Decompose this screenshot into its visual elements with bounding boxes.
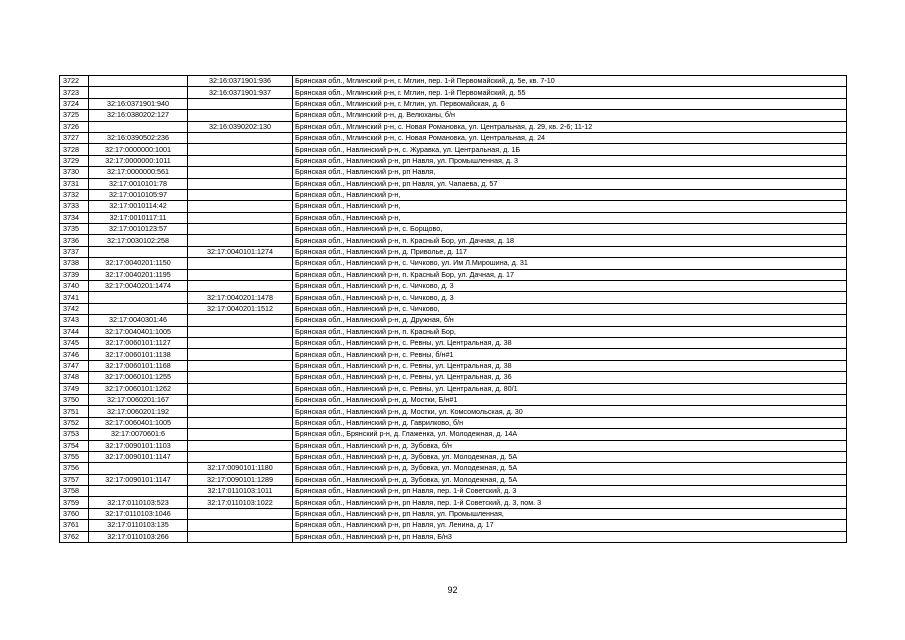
table-row [60, 76, 847, 87]
related-cadastral-number-cell: 32:17:0040201:1478 [188, 292, 293, 303]
row-number-cell: 3760 [60, 508, 89, 519]
related-cadastral-number-cell [188, 372, 293, 383]
row-number-cell: 3733 [60, 201, 89, 212]
related-cadastral-number-cell [188, 110, 293, 121]
row-number-cell: 3728 [60, 144, 89, 155]
cadastral-number-cell: 32:17:0010101:78 [89, 178, 188, 189]
table-row [60, 394, 847, 405]
related-cadastral-number-cell: 32:17:0040201:1512 [188, 303, 293, 314]
row-number-cell: 3726 [60, 121, 89, 132]
related-cadastral-number-cell: 32:16:0371901:936 [188, 76, 293, 87]
table-row [60, 258, 847, 269]
address-cell: Брянская обл., Навлинский р-н, д. Мостки, ул. Комсомольская, д. 30 [293, 406, 847, 417]
address-cell: Брянская обл., Навлинский р-н, рп Навля, пер. 1-й Советский, д. 3 [293, 486, 847, 497]
cadastral-number-cell: 32:17:0090101:1103 [89, 440, 188, 451]
cadastral-number-cell: 32:17:0000000:561 [89, 167, 188, 178]
cadastral-number-cell: 32:16:0371901:940 [89, 98, 188, 109]
table-row [60, 224, 847, 235]
table-row [60, 315, 847, 326]
cadastral-number-cell: 32:17:0110103:266 [89, 531, 188, 542]
table-row [60, 87, 847, 98]
cadastral-number-cell: 32:17:0060201:167 [89, 394, 188, 405]
cadastral-number-cell: 32:17:0060101:1127 [89, 337, 188, 348]
table-row [60, 132, 847, 143]
cadastral-number-cell [89, 87, 188, 98]
cadastral-number-cell: 32:17:0040201:1150 [89, 258, 188, 269]
address-cell: Брянская обл., Навлинский р-н, с. Ревны, ул. Центральная, д. 38 [293, 360, 847, 371]
row-number-cell: 3757 [60, 474, 89, 485]
address-cell: Брянская обл., Навлинский р-н, рп Навля, пер. 1-й Советский, д. 3, пом. 3 [293, 497, 847, 508]
address-cell: Брянская обл., Навлинский р-н, с. Журавка, ул. Центральная, д. 1Б [293, 144, 847, 155]
row-number-cell: 3730 [60, 167, 89, 178]
cadastral-number-cell: 32:17:0060401:1005 [89, 417, 188, 428]
table-row [60, 474, 847, 485]
related-cadastral-number-cell [188, 235, 293, 246]
cadastral-number-cell: 32:16:0390502:236 [89, 132, 188, 143]
cadastral-number-cell [89, 246, 188, 257]
related-cadastral-number-cell [188, 98, 293, 109]
row-number-cell: 3758 [60, 486, 89, 497]
cadastral-number-cell: 32:17:0000000:1001 [89, 144, 188, 155]
address-cell: Брянская обл., Навлинский р-н, с. Борщово, [293, 224, 847, 235]
cadastral-number-cell [89, 76, 188, 87]
related-cadastral-number-cell [188, 315, 293, 326]
address-cell: Брянская обл., Навлинский р-н, д. Привольe, д. 117 [293, 246, 847, 257]
address-cell: Брянская обл., Навлинский р-н, с. Чичково, ул. Им Л.Мирошина, д. 31 [293, 258, 847, 269]
cadastral-number-cell: 32:17:0040201:1195 [89, 269, 188, 280]
address-cell: Брянская обл., Мглинский р-н, с. Новая Романовка, ул. Центральная, д. 29, кв. 2-6; 11-12 [293, 121, 847, 132]
address-cell: Брянская обл., Навлинский р-н, рп Навля, ул. Ленина, д. 17 [293, 520, 847, 531]
table-row [60, 531, 847, 542]
related-cadastral-number-cell [188, 258, 293, 269]
cadastral-number-cell: 32:17:0010105:97 [89, 189, 188, 200]
row-number-cell: 3745 [60, 337, 89, 348]
related-cadastral-number-cell [188, 531, 293, 542]
address-cell: Брянская обл., Навлинский р-н, с. Чичково, [293, 303, 847, 314]
address-cell: Брянская обл., Навлинский р-н, [293, 201, 847, 212]
registry-table-body [60, 76, 847, 543]
related-cadastral-number-cell [188, 212, 293, 223]
table-row [60, 110, 847, 121]
table-row [60, 349, 847, 360]
row-number-cell: 3750 [60, 394, 89, 405]
address-cell: Брянская обл., Навлинский р-н, [293, 189, 847, 200]
related-cadastral-number-cell [188, 337, 293, 348]
related-cadastral-number-cell [188, 269, 293, 280]
related-cadastral-number-cell [188, 132, 293, 143]
table-row [60, 269, 847, 280]
cadastral-number-cell: 32:17:0010123:57 [89, 224, 188, 235]
row-number-cell: 3722 [60, 76, 89, 87]
table-row [60, 303, 847, 314]
address-cell: Брянская обл., Навлинский р-н, д. Мостки, Б/н#1 [293, 394, 847, 405]
address-cell: Брянская обл., Навлинский р-н, с. Чичково, д. 3 [293, 292, 847, 303]
table-row [60, 212, 847, 223]
table-row [60, 201, 847, 212]
table-row [60, 178, 847, 189]
cadastral-number-cell: 32:17:0110103:1046 [89, 508, 188, 519]
row-number-cell: 3748 [60, 372, 89, 383]
row-number-cell: 3753 [60, 429, 89, 440]
table-row [60, 144, 847, 155]
address-cell: Брянская обл., Навлинский р-н, рп Навля, ул. Промышленная, д. 3 [293, 155, 847, 166]
related-cadastral-number-cell [188, 417, 293, 428]
related-cadastral-number-cell [188, 383, 293, 394]
related-cadastral-number-cell: 32:17:0110103:1011 [188, 486, 293, 497]
row-number-cell: 3729 [60, 155, 89, 166]
cadastral-number-cell: 32:17:0040301:46 [89, 315, 188, 326]
related-cadastral-number-cell [188, 429, 293, 440]
related-cadastral-number-cell [188, 155, 293, 166]
cadastral-number-cell [89, 303, 188, 314]
related-cadastral-number-cell: 32:17:0090101:1289 [188, 474, 293, 485]
address-cell: Брянская обл., Навлинский р-н, д. Зубовка, ул. Молодежная, д. 5А [293, 474, 847, 485]
row-number-cell: 3746 [60, 349, 89, 360]
page-number: 92 [447, 585, 458, 595]
row-number-cell: 3756 [60, 463, 89, 474]
table-row [60, 292, 847, 303]
cadastral-number-cell: 32:17:0060101:1138 [89, 349, 188, 360]
cadastral-number-cell [89, 292, 188, 303]
row-number-cell: 3752 [60, 417, 89, 428]
related-cadastral-number-cell [188, 508, 293, 519]
address-cell: Брянская обл., Навлинский р-н, п. Красный Бор, ул. Дачная, д. 18 [293, 235, 847, 246]
cadastral-number-cell: 32:17:0010117:11 [89, 212, 188, 223]
registry-table [59, 75, 847, 543]
address-cell: Брянская обл., Навлинский р-н, д. Зубовка, ул. Молодежная, д. 5А [293, 451, 847, 462]
cadastral-number-cell: 32:16:0380202:127 [89, 110, 188, 121]
row-number-cell: 3743 [60, 315, 89, 326]
related-cadastral-number-cell: 32:16:0371901:937 [188, 87, 293, 98]
table-row [60, 486, 847, 497]
related-cadastral-number-cell [188, 224, 293, 235]
address-cell: Брянская обл., Мглинский р-н, д. Велюханы, б/н [293, 110, 847, 121]
row-number-cell: 3734 [60, 212, 89, 223]
address-cell: Брянская обл., Навлинский р-н, с. Ревны, б/н#1 [293, 349, 847, 360]
table-row [60, 451, 847, 462]
address-cell: Брянская обл., Навлинский р-н, п. Красный Бор, ул. Дачная, д. 17 [293, 269, 847, 280]
address-cell: Брянская обл., Навлинский р-н, д. Гаврилково, б/н [293, 417, 847, 428]
cadastral-number-cell: 32:17:0110103:135 [89, 520, 188, 531]
row-number-cell: 3738 [60, 258, 89, 269]
row-number-cell: 3725 [60, 110, 89, 121]
related-cadastral-number-cell [188, 189, 293, 200]
row-number-cell: 3755 [60, 451, 89, 462]
table-row [60, 281, 847, 292]
related-cadastral-number-cell [188, 281, 293, 292]
table-row [60, 360, 847, 371]
row-number-cell: 3744 [60, 326, 89, 337]
cadastral-number-cell: 32:17:0060101:1168 [89, 360, 188, 371]
related-cadastral-number-cell [188, 406, 293, 417]
address-cell: Брянская обл., Навлинский р-н, рп Навля, ул. Промышленная, [293, 508, 847, 519]
table-row [60, 497, 847, 508]
row-number-cell: 3741 [60, 292, 89, 303]
address-cell: Брянская обл., Навлинский р-н, д. Дружная, б/н [293, 315, 847, 326]
address-cell: Брянская обл., Навлинский р-н, с. Ревны, ул. Центральная, д. 36 [293, 372, 847, 383]
row-number-cell: 3751 [60, 406, 89, 417]
table-row [60, 337, 847, 348]
cadastral-number-cell: 32:17:0060101:1262 [89, 383, 188, 394]
table-row [60, 440, 847, 451]
cadastral-number-cell: 32:17:0090101:1147 [89, 451, 188, 462]
address-cell: Брянская обл., Навлинский р-н, рп Навля, Б/н3 [293, 531, 847, 542]
row-number-cell: 3731 [60, 178, 89, 189]
cadastral-number-cell: 32:17:0040201:1474 [89, 281, 188, 292]
address-cell: Брянская обл., Навлинский р-н, с. Ревны, ул. Центральная, д. 38 [293, 337, 847, 348]
row-number-cell: 3754 [60, 440, 89, 451]
cadastral-number-cell [89, 463, 188, 474]
cadastral-number-cell: 32:17:0010114:42 [89, 201, 188, 212]
row-number-cell: 3761 [60, 520, 89, 531]
address-cell: Брянская обл., Навлинский р-н, рп Навля, [293, 167, 847, 178]
row-number-cell: 3724 [60, 98, 89, 109]
address-cell: Брянская обл., Навлинский р-н, с. Чичково, д. 3 [293, 281, 847, 292]
related-cadastral-number-cell [188, 178, 293, 189]
address-cell: Брянская обл., Навлинский р-н, п. Красный Бор, [293, 326, 847, 337]
row-number-cell: 3735 [60, 224, 89, 235]
table-row [60, 406, 847, 417]
related-cadastral-number-cell [188, 520, 293, 531]
row-number-cell: 3732 [60, 189, 89, 200]
address-cell: Брянская обл., Брянский р-н, д. Глаженка, ул. Молодежная, д. 14А [293, 429, 847, 440]
table-row [60, 326, 847, 337]
related-cadastral-number-cell [188, 451, 293, 462]
row-number-cell: 3749 [60, 383, 89, 394]
related-cadastral-number-cell: 32:17:0090101:1180 [188, 463, 293, 474]
row-number-cell: 3742 [60, 303, 89, 314]
table-row [60, 167, 847, 178]
table-row [60, 429, 847, 440]
table-row [60, 155, 847, 166]
cadastral-number-cell [89, 486, 188, 497]
related-cadastral-number-cell [188, 360, 293, 371]
row-number-cell: 3727 [60, 132, 89, 143]
row-number-cell: 3739 [60, 269, 89, 280]
related-cadastral-number-cell [188, 144, 293, 155]
cadastral-number-cell: 32:17:0090101:1147 [89, 474, 188, 485]
cadastral-number-cell: 32:17:0060101:1255 [89, 372, 188, 383]
table-row [60, 417, 847, 428]
cadastral-number-cell: 32:17:0000000:1011 [89, 155, 188, 166]
address-cell: Брянская обл., Мглинский р-н, г. Мглин, пер. 1-й Первомайский, д. 55 [293, 87, 847, 98]
related-cadastral-number-cell: 32:16:0390202:130 [188, 121, 293, 132]
row-number-cell: 3736 [60, 235, 89, 246]
related-cadastral-number-cell: 32:17:0110103:1022 [188, 497, 293, 508]
address-cell: Брянская обл., Навлинский р-н, рп Навля, ул. Чапаева, д. 57 [293, 178, 847, 189]
cadastral-number-cell [89, 121, 188, 132]
cadastral-number-cell: 32:17:0110103:523 [89, 497, 188, 508]
cadastral-number-cell: 32:17:0060201:192 [89, 406, 188, 417]
table-row [60, 383, 847, 394]
table-row [60, 520, 847, 531]
related-cadastral-number-cell: 32:17:0040101:1274 [188, 246, 293, 257]
address-cell: Брянская обл., Мглинский р-н, с. Новая Романовка, ул. Центральная, д. 24 [293, 132, 847, 143]
related-cadastral-number-cell [188, 167, 293, 178]
table-row [60, 508, 847, 519]
address-cell: Брянская обл., Навлинский р-н, д. Зубовка, б/н [293, 440, 847, 451]
row-number-cell: 3740 [60, 281, 89, 292]
table-row [60, 463, 847, 474]
address-cell: Брянская обл., Мглинский р-н, г. Мглин, ул. Первомайская, д. 6 [293, 98, 847, 109]
related-cadastral-number-cell [188, 349, 293, 360]
related-cadastral-number-cell [188, 201, 293, 212]
address-cell: Брянская обл., Навлинский р-н, с. Ревны, ул. Центральная, д. 80/1 [293, 383, 847, 394]
table-row [60, 189, 847, 200]
row-number-cell: 3723 [60, 87, 89, 98]
address-cell: Брянская обл., Навлинский р-н, [293, 212, 847, 223]
table-row [60, 246, 847, 257]
related-cadastral-number-cell [188, 394, 293, 405]
cadastral-number-cell: 32:17:0040401:1005 [89, 326, 188, 337]
table-row [60, 372, 847, 383]
address-cell: Брянская обл., Мглинский р-н, г. Мглин, пер. 1-й Первомайский, д. 5е, кв. 7-10 [293, 76, 847, 87]
cadastral-number-cell: 32:17:0070601:6 [89, 429, 188, 440]
table-row [60, 98, 847, 109]
table-row [60, 235, 847, 246]
row-number-cell: 3762 [60, 531, 89, 542]
row-number-cell: 3759 [60, 497, 89, 508]
related-cadastral-number-cell [188, 440, 293, 451]
row-number-cell: 3747 [60, 360, 89, 371]
cadastral-number-cell: 32:17:0030102:258 [89, 235, 188, 246]
address-cell: Брянская обл., Навлинский р-н, д. Зубовка, ул. Молодежная, д. 5А [293, 463, 847, 474]
related-cadastral-number-cell [188, 326, 293, 337]
table-row [60, 121, 847, 132]
row-number-cell: 3737 [60, 246, 89, 257]
